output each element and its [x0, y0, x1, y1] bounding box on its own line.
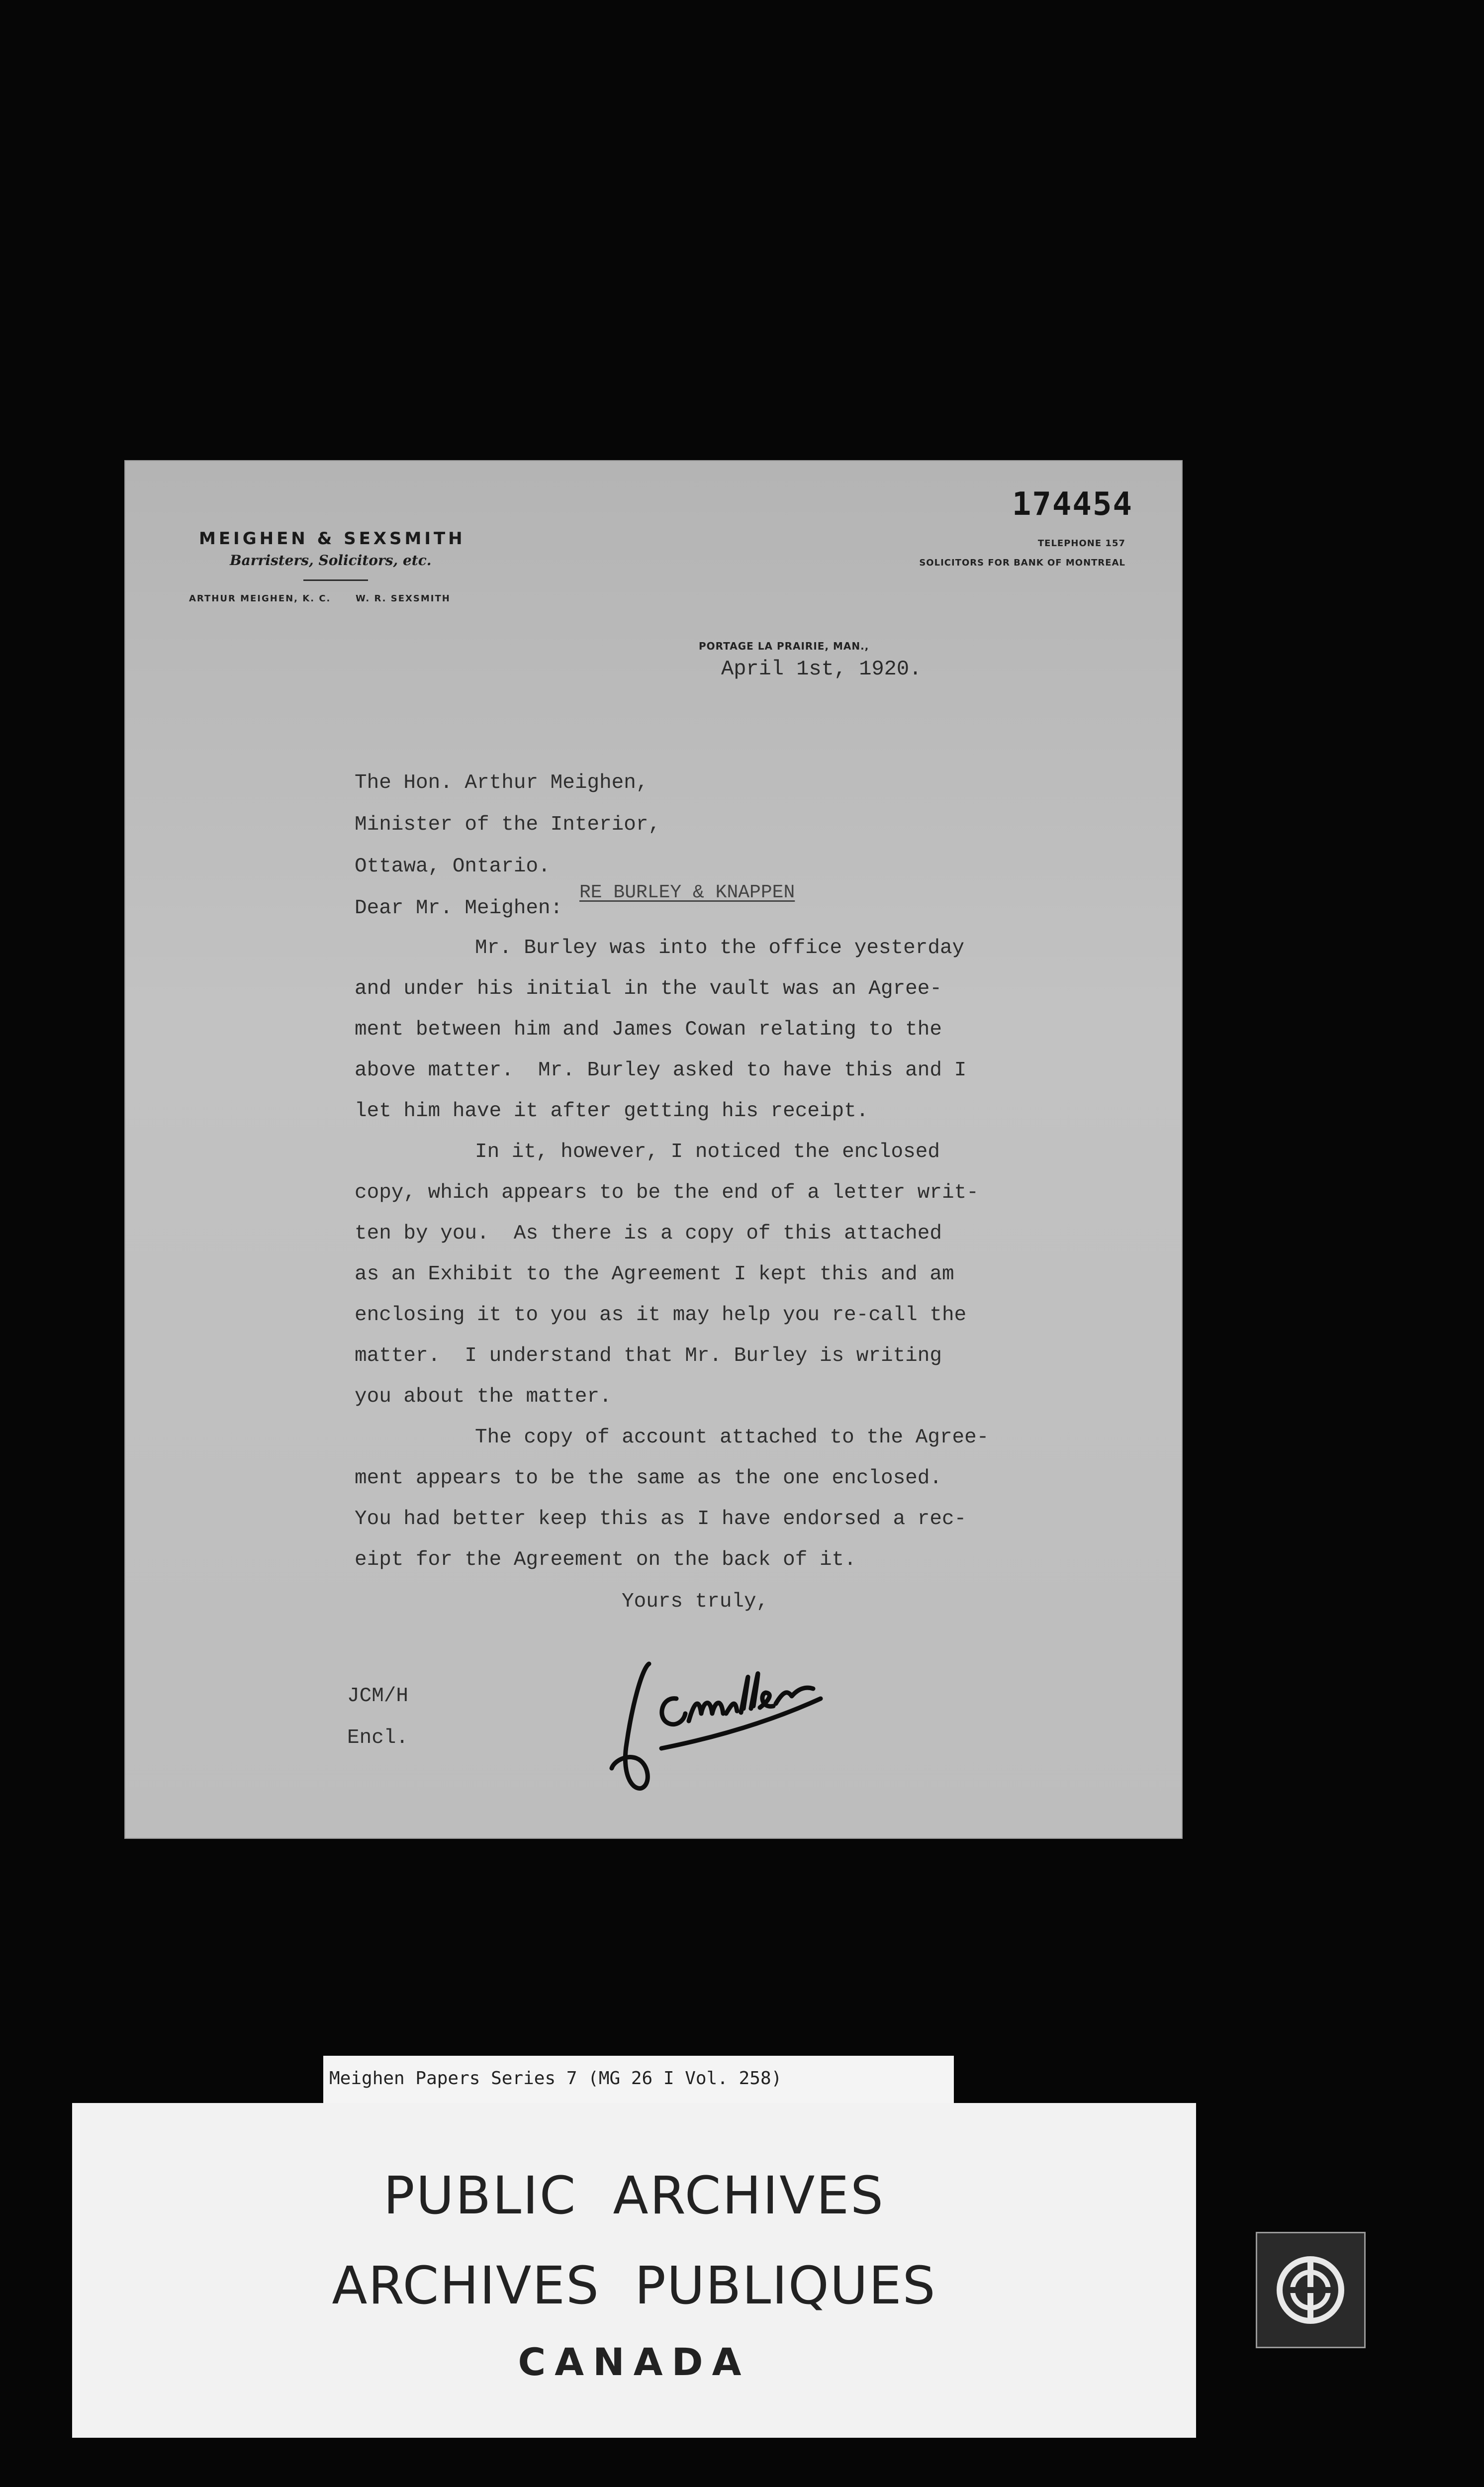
body-line: copy, which appears to be the end of a letter writ-: [355, 1181, 979, 1204]
address-line: The Hon. Arthur Meighen,: [355, 771, 649, 794]
body-line: eipt for the Agreement on the back of it.: [355, 1548, 856, 1571]
enclosure-note: Encl.: [347, 1726, 409, 1749]
archives-country: CANADA: [518, 2340, 750, 2384]
body-line: Mr. Burley was into the office yesterday: [475, 937, 965, 959]
telephone: TELEPHONE 157: [1037, 538, 1125, 549]
archives-card: [72, 2103, 1196, 2438]
address-line: Ottawa, Ontario.: [355, 855, 551, 878]
body-line: and under his initial in the vault was an Agree-: [355, 977, 942, 1000]
archives-title-fr: ARCHIVES PUBLIQUES: [332, 2255, 936, 2316]
subject-line: RE BURLEY & KNAPPEN: [579, 882, 795, 903]
body-line: ment appears to be the same as the one enclosed.: [355, 1467, 942, 1490]
archives-title-en: PUBLIC ARCHIVES: [383, 2165, 885, 2226]
body-line: In it, however, I noticed the enclosed: [475, 1141, 940, 1163]
file-number: 174454: [1012, 486, 1133, 523]
closing: Yours truly,: [622, 1590, 769, 1613]
body-line: as an Exhibit to the Agreement I kept this and am: [355, 1263, 954, 1286]
archive-reference-strip: [323, 2056, 954, 2103]
archive-reference: Meighen Papers Series 7 (MG 26 I Vol. 258): [329, 2068, 782, 2089]
body-line: enclosing it to you as it may help you re-call the: [355, 1304, 967, 1327]
archives-logo-icon: [1256, 2232, 1366, 2348]
body-line: The copy of account attached to the Agree-: [475, 1426, 989, 1449]
firm-subtitle: Barristers, Solicitors, etc.: [230, 552, 432, 569]
address-line: Minister of the Interior,: [355, 813, 661, 836]
initials: JCM/H: [347, 1685, 409, 1708]
letter-page: [124, 460, 1183, 1839]
body-line: let him have it after getting his receipt.: [355, 1100, 869, 1123]
body-line: above matter. Mr. Burley asked to have this and I: [355, 1059, 967, 1082]
solicitors-note: SOLICITORS FOR BANK OF MONTREAL: [919, 558, 1125, 568]
body-line: matter. I understand that Mr. Burley is writing: [355, 1344, 942, 1367]
firm-partners: ARTHUR MEIGHEN, K. C. W. R. SEXSMITH: [189, 593, 451, 604]
firm-name: MEIGHEN & SEXSMITH: [199, 529, 465, 549]
body-line: ment between him and James Cowan relating to the: [355, 1018, 942, 1041]
letterhead-rule: [303, 579, 368, 581]
letter-place: PORTAGE LA PRAIRIE, MAN.,: [699, 640, 869, 652]
body-line: you about the matter.: [355, 1385, 612, 1408]
salutation: Dear Mr. Meighen:: [355, 897, 563, 920]
body-line: You had better keep this as I have endorsed a rec-: [355, 1508, 967, 1530]
body-line: ten by you. As there is a copy of this attached: [355, 1222, 942, 1245]
letter-date: April 1st, 1920.: [721, 657, 922, 681]
signature: [602, 1639, 860, 1803]
